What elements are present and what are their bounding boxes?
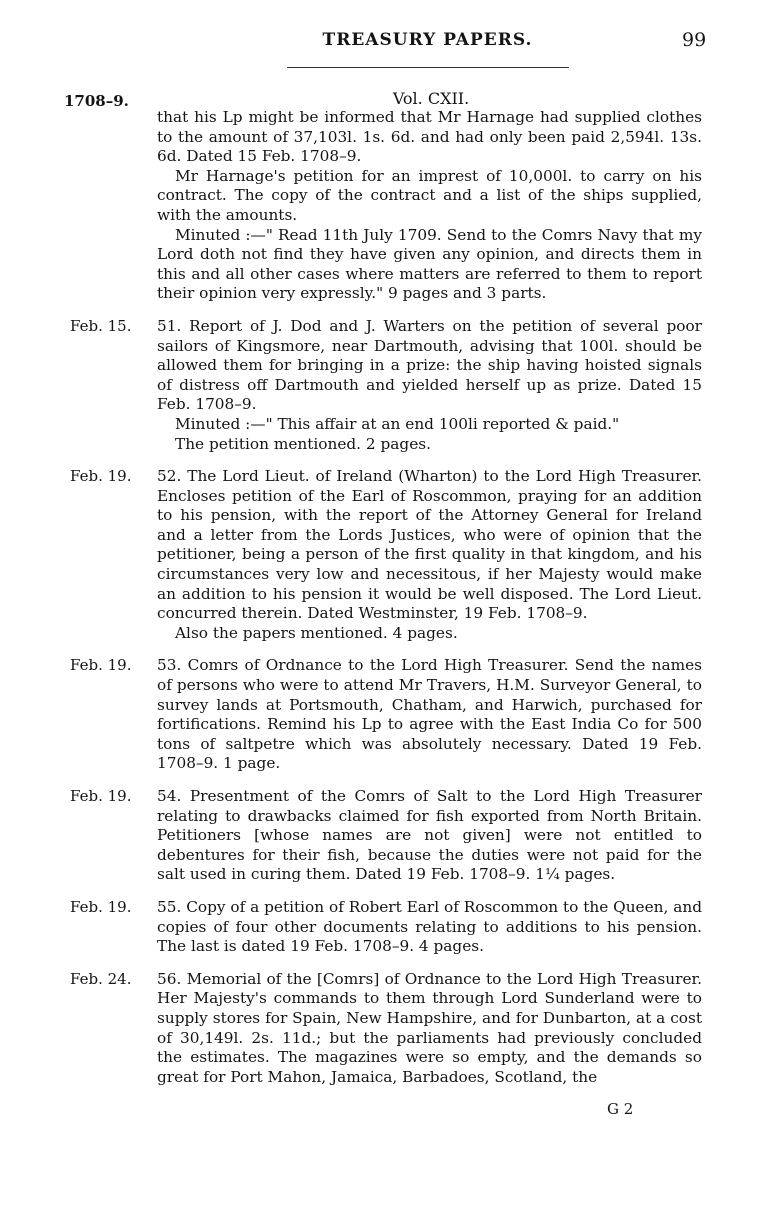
entries-body [0, 108, 770, 1087]
paragraph: 52. The Lord Lieut. of Ireland (Wharton) to the Lord High Treasurer. Encloses petition of the Earl of Roscommon, praying for an addition to his pension, with the report of the Attorney General for Ireland and a letter from the Lords Justices, who were of opinion that the petitioner, being a person of the first quality in that kingdom, and his circumstances very low and necessitous, if her Majesty would make an addition to his pension it would be well disposed. The Lord Lieut. concurred therein. Dated Westminster, 19 Feb. 1708–9. [157, 467, 702, 623]
entry-56 [0, 970, 702, 1088]
paragraph: 54. Presentment of the Comrs of Salt to the Lord High Treasurer relating to drawbacks claimed for fish exported from North Britain. Petitioners [whose names are not given] were not entitled to debentures for their fish, because the duties were not paid for the salt used in curing them. Dated 19 Feb. 1708–9. 1¼ pages. [157, 787, 702, 884]
paragraph: Also the papers mentioned. 4 pages. [175, 623, 458, 642]
minute-note: Minuted :—" Read 11th July 1709. Send to the Comrs Navy that my Lord doth not find they have given any opinion, and directs them in this and all other cases where matters are referred to them to report their opinion very expressly." 9 pages and 3 parts. [157, 225, 702, 303]
entry-date: Feb. 19. [70, 467, 132, 486]
signature-mark: G 2 [607, 1100, 634, 1118]
entry-date: Feb. 15. [70, 316, 132, 335]
running-title: TREASURY PAPERS. [322, 30, 533, 50]
year-label: 1708–9. [64, 92, 129, 110]
paragraph: 55. Copy of a petition of Robert Earl of Roscommon to the Queen, and copies of four other documents relating to additions to his pension. The last is dated 19 Feb. 1708–9. 4 pages. [157, 897, 702, 956]
entry-52 [0, 467, 702, 643]
minute-note: Minuted :—" This affair at an end 100li reported & paid." [175, 414, 620, 433]
entry-date: Feb. 19. [70, 656, 132, 675]
paragraph: 56. Memorial of the [Comrs] of Ordnance to the Lord High Treasurer. Her Majesty's commands to them through Lord Sunderland were to supply stores for Spain, New Hampshire, and for Dunbarton, at a cost of 30,149l. 2s. 11d.; but the parliaments had previously concluded the estimates. The magazines were so empty, and the demands so great for Port Mahon, Jamaica, Barbadoes, Scotland, the [157, 969, 702, 1086]
entry-54 [0, 787, 702, 885]
entry-date: Feb. 24. [70, 969, 132, 988]
entry-continuation [0, 108, 702, 304]
entry-51 [0, 317, 702, 454]
page-number: 99 [682, 29, 707, 51]
entry-date: Feb. 19. [70, 897, 132, 916]
entry-date: Feb. 19. [70, 787, 132, 805]
volume-label: Vol. CXII. [392, 89, 470, 108]
paragraph: Mr Harnage's petition for an imprest of 10,000l. to carry on his contract. The copy of the contract and a list of the ships supplied, with the amounts. [157, 166, 702, 224]
entry-53 [0, 656, 702, 774]
paragraph: 51. Report of J. Dod and J. Warters on the petition of several poor sailors of Kingsmore, near Dartmouth, advising that 100l. should be allowed them for bringing in a prize: the ship having hoisted signals of distress off Dartmouth and yielded herself up as prize. Dated 15 Feb. 1708–9. [157, 316, 702, 414]
header-rule [287, 67, 569, 68]
entry-55 [0, 898, 702, 957]
paragraph: that his Lp might be informed that Mr Harnage had supplied clothes to the amount of 37,103l. 1s. 6d. and had only been paid 2,594l. 13s. 6d. Dated 15 Feb. 1708–9. [157, 108, 702, 166]
paragraph: The petition mentioned. 2 pages. [175, 434, 431, 453]
paragraph: 53. Comrs of Ordnance to the Lord High Treasurer. Send the names of persons who were to attend Mr Travers, H.M. Surveyor General, to survey lands at Portsmouth, Chatham, and Harwich, purchased for fortifications. Remind his Lp to agree with the East India Co for 500 tons of saltpetre which was absolutely necessary. Dated 19 Feb. 1708–9. 1 page. [157, 656, 702, 773]
